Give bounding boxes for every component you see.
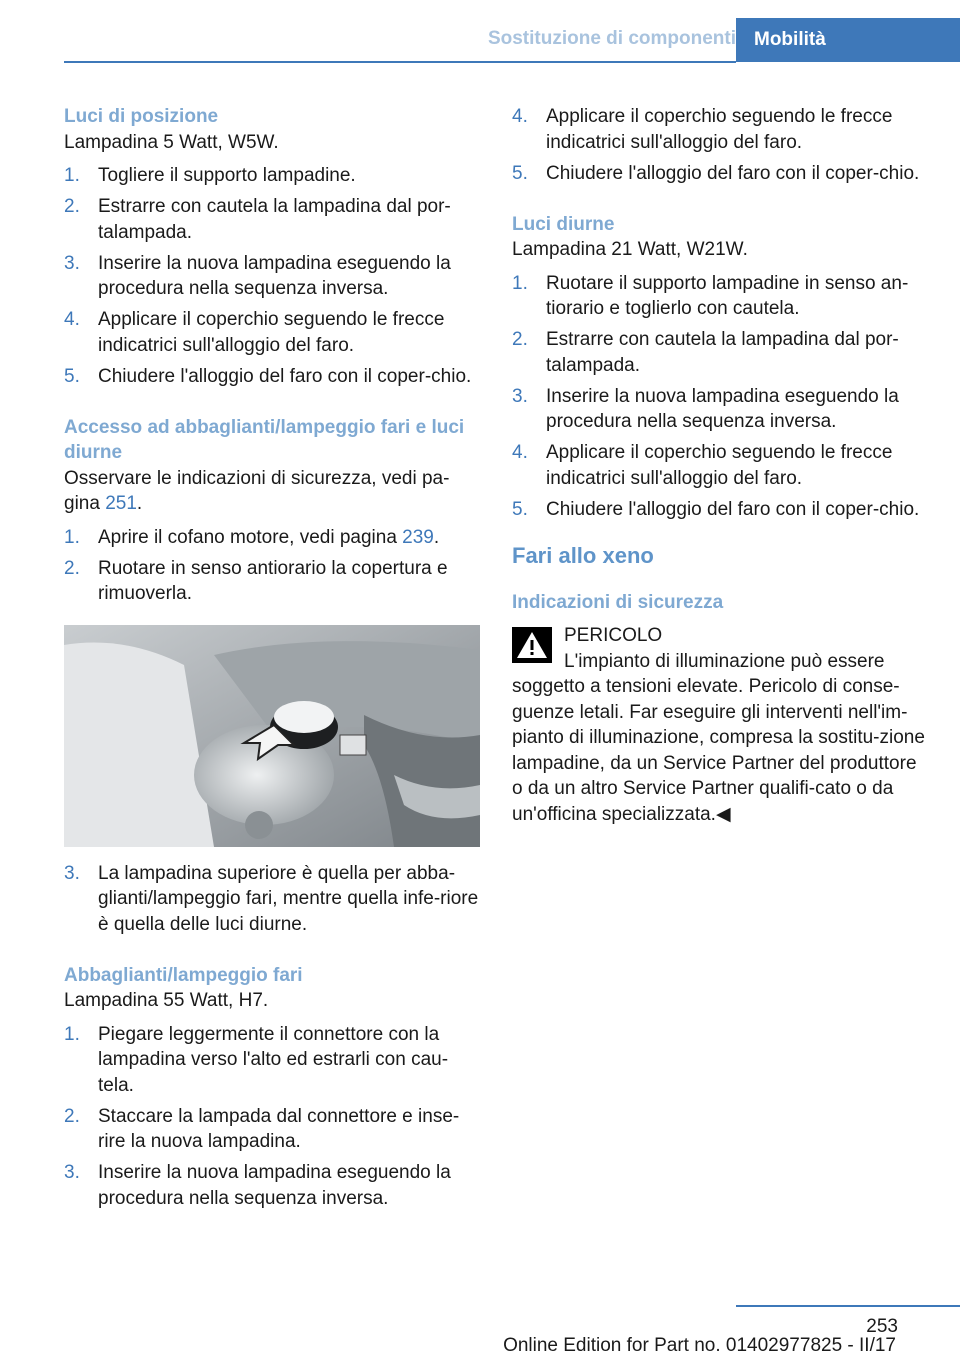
page-link-239[interactable]: 239 bbox=[402, 526, 434, 548]
list-item: 5. Chiudere l'alloggio del faro con il coper‐chio. bbox=[512, 162, 920, 184]
heading-luci-posizione: Luci di posizione bbox=[64, 106, 219, 127]
step-list bbox=[64, 861, 482, 938]
left-column bbox=[64, 104, 482, 1217]
list-item: 3. Inserire la nuova lampadina eseguendo la procedura nella sequenza inversa. bbox=[64, 252, 451, 299]
warning-block bbox=[512, 623, 928, 827]
heading-indicazioni-sicurezza: Indicazioni di sicurezza bbox=[512, 591, 724, 613]
warning-text: soggetto a tensioni elevate. Pericolo di conse‐guenze letali. Far eseguire gli interventi nell'im‐pianto di illuminazione, compresa la sostitu‐zione lampadine, da un Service Partner del produttore o da un altro Service Partner qualifi‐cato o da un'officina specializzata.◀ bbox=[512, 676, 925, 825]
bulb-spec: Lampadina 5 Watt, W5W. bbox=[64, 131, 279, 153]
list-item: 4. Applicare il coperchio seguendo le frecce indicatrici sull'alloggio del faro. bbox=[512, 106, 893, 153]
step-list bbox=[64, 1022, 482, 1212]
list-item: 2. Estrarre con cautela la lampadina dal por‐talampada. bbox=[512, 329, 899, 376]
header-chapter-tab: Mobilità bbox=[736, 18, 960, 62]
page-header bbox=[0, 0, 960, 62]
heading-fari-xeno: Fari allo xeno bbox=[512, 542, 654, 568]
warning-icon bbox=[512, 627, 552, 663]
header-section-title: Sostituzione di componenti bbox=[487, 28, 736, 49]
step-list bbox=[64, 525, 482, 607]
safety-note: Osservare le indicazioni di sicurezza, vedi pa‐gina 251. bbox=[64, 467, 450, 514]
list-item: 1. Togliere il supporto lampadine. bbox=[64, 165, 356, 186]
bulb-spec: Lampadina 55 Watt, H7. bbox=[64, 990, 269, 1011]
list-item: 2. Ruotare in senso antiorario la copertura e rimuoverla. bbox=[64, 557, 448, 604]
heading-luci-diurne: Luci diurne bbox=[512, 213, 615, 235]
step-list bbox=[512, 104, 928, 186]
list-item: 2. Estrarre con cautela la lampadina dal por‐talampada. bbox=[64, 196, 451, 243]
list-item: 5. Chiudere l'alloggio del faro con il coper‐chio. bbox=[512, 498, 920, 520]
list-item: 1. Aprire il cofano motore, vedi pagina 239. bbox=[64, 526, 440, 548]
heading-accesso: Accesso ad abbaglianti/lampeggio fari e luci diurne bbox=[64, 416, 465, 463]
list-item: 4. Applicare il coperchio seguendo le frecce indicatrici sull'alloggio del faro. bbox=[512, 442, 893, 489]
header-rule bbox=[64, 61, 736, 63]
list-item: 2. Staccare la lampada dal connettore e inse‐rire la nuova lampadina. bbox=[64, 1105, 460, 1152]
warning-title: PERICOLO bbox=[564, 625, 663, 646]
step-list bbox=[512, 271, 928, 523]
right-column bbox=[512, 104, 928, 827]
page-number: 253 bbox=[866, 1316, 898, 1337]
warning-text-first: L'impianto di illuminazione può essere bbox=[564, 650, 885, 672]
engine-bay-photo bbox=[64, 625, 480, 847]
list-item: 1. Piegare leggermente il connettore con la lampadina verso l'alto ed estrarli con cau‐tela. bbox=[64, 1023, 449, 1096]
heading-abbaglianti: Abbaglianti/lampeggio fari bbox=[64, 964, 303, 986]
bulb-spec: Lampadina 21 Watt, W21W. bbox=[512, 239, 748, 260]
page-link-251[interactable]: 251 bbox=[105, 493, 137, 514]
list-item: 3. La lampadina superiore è quella per abba‐glianti/lampeggio fari, mentre quella infe‐riore è quella delle luci diurne. bbox=[64, 862, 479, 935]
edition-footer: Online Edition for Part no. 01402977825 - II/17 bbox=[503, 1335, 896, 1356]
list-item: 5. Chiudere l'alloggio del faro con il coper‐chio. bbox=[64, 365, 472, 387]
list-item: 1. Ruotare il supporto lampadine in senso an‐tiorario e toglierlo con cautela. bbox=[512, 272, 909, 319]
list-item: 3. Inserire la nuova lampadina eseguendo la procedura nella sequenza inversa. bbox=[512, 385, 899, 432]
list-item: 4. Applicare il coperchio seguendo le frecce indicatrici sull'alloggio del faro. bbox=[64, 309, 445, 356]
list-item: 3. Inserire la nuova lampadina eseguendo la procedura nella sequenza inversa. bbox=[64, 1162, 451, 1209]
footer-rule bbox=[736, 1305, 960, 1307]
step-list bbox=[64, 163, 482, 389]
